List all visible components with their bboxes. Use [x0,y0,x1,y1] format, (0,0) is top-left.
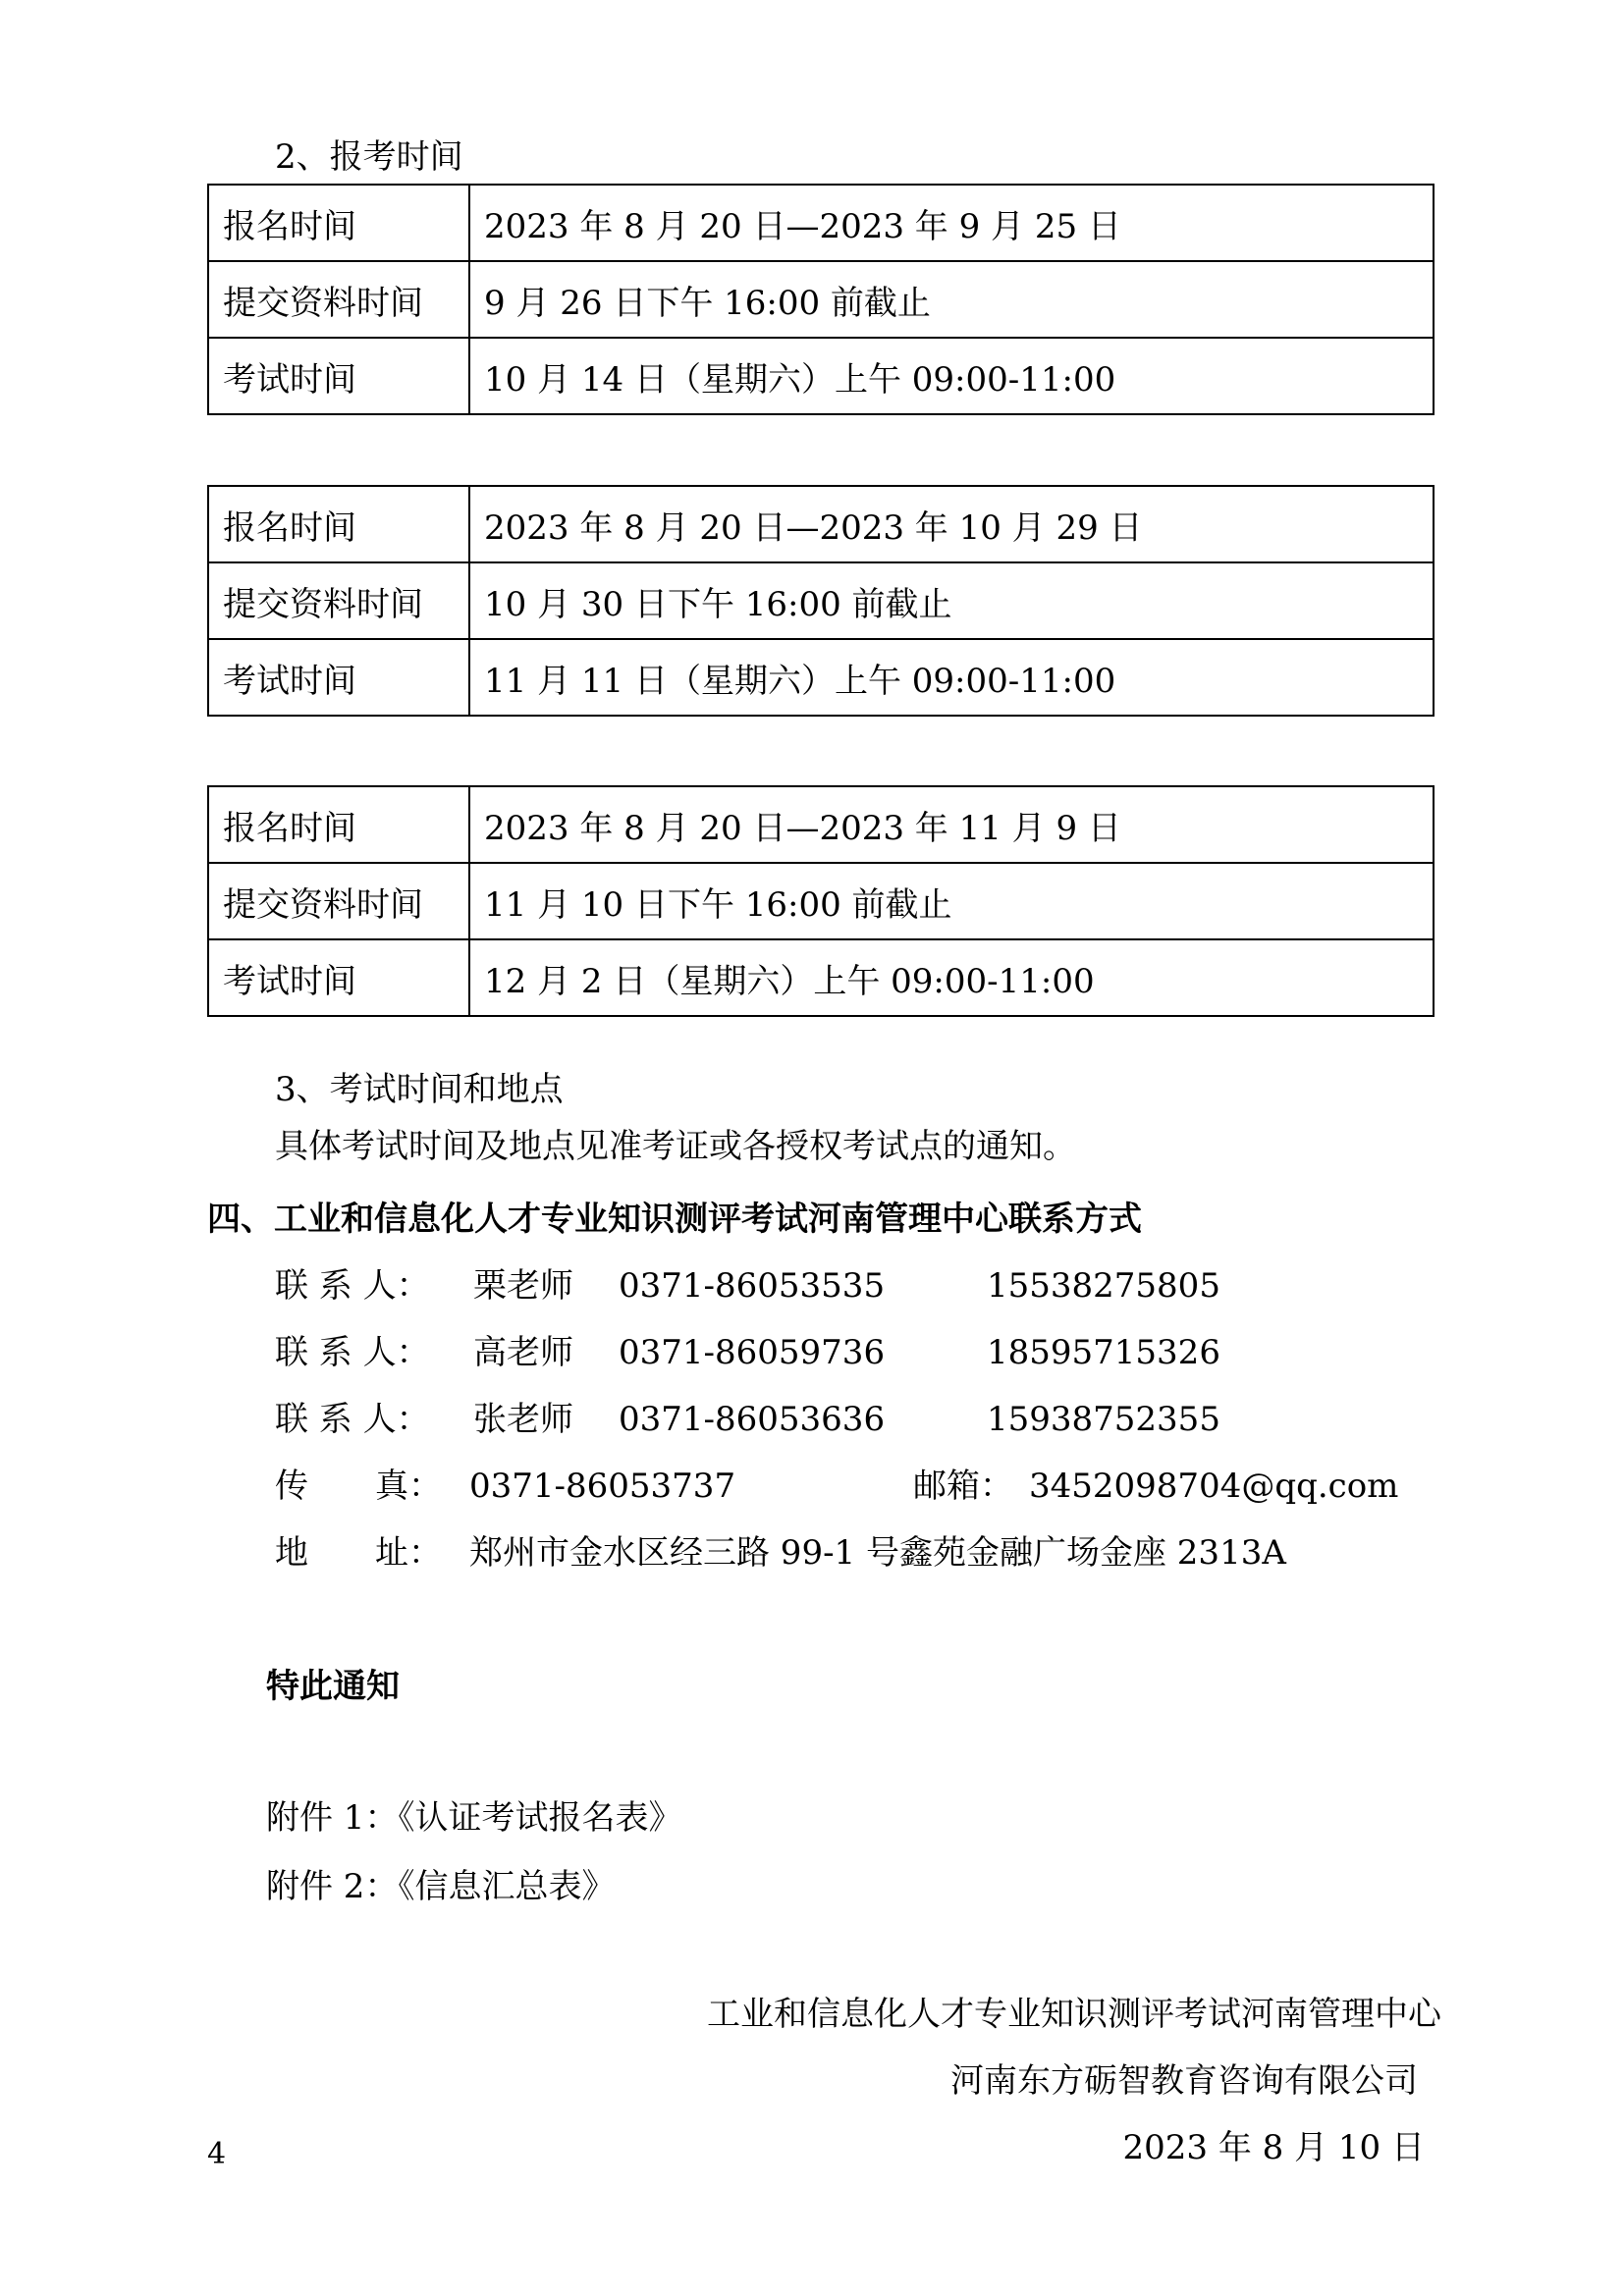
contact-mobile: 15938752355 [987,1400,1220,1439]
table-row [208,786,1434,863]
exam-time-value: 11 月 11 日（星期六）上午 09:00-11:00 [469,639,1434,716]
address-label: 地 址： [275,1533,442,1573]
email-label: 邮箱： [913,1467,1013,1506]
submission-time-value: 9 月 26 日下午 16:00 前截止 [469,261,1434,338]
contact-mobile: 18595715326 [987,1333,1220,1372]
submission-time-label: 提交资料时间 [208,562,469,639]
registration-time-value: 2023 年 8 月 20 日—2023 年 10 月 29 日 [469,486,1434,562]
registration-time-value: 2023 年 8 月 20 日—2023 年 11 月 9 日 [469,786,1434,863]
table-row [208,185,1434,261]
address-value: 郑州市金水区经三路 99-1 号鑫苑金融广场金座 2313A [469,1533,1286,1573]
signature-org-1: 工业和信息化人才专业知识测评考试河南管理中心 [707,1995,1441,2034]
table-row [208,338,1434,414]
schedule-table-2 [207,485,1435,717]
registration-time-label: 报名时间 [208,786,469,863]
table-row [208,261,1434,338]
table-row [208,486,1434,562]
notice-text: 特此通知 [266,1667,400,1706]
contact-name: 高老师 [473,1333,573,1372]
section-3-heading: 3、考试时间和地点 [275,1070,564,1109]
registration-time-label: 报名时间 [208,185,469,261]
attachment-2: 附件 2：《信息汇总表》 [266,1867,616,1906]
schedule-table-1 [207,184,1435,415]
section-2-heading: 2、报考时间 [275,137,463,177]
submission-time-value: 10 月 30 日下午 16:00 前截止 [469,562,1434,639]
contact-label: 联 系 人： [275,1333,430,1372]
contact-name: 栗老师 [473,1266,573,1306]
contact-name: 张老师 [473,1400,573,1439]
submission-time-label: 提交资料时间 [208,863,469,939]
section-3-text: 具体考试时间及地点见准考证或各授权考试点的通知。 [275,1127,1076,1166]
registration-time-value: 2023 年 8 月 20 日—2023 年 9 月 25 日 [469,185,1434,261]
email-value[interactable]: 3452098704@qq.com [1029,1467,1399,1506]
signature-date: 2023 年 8 月 10 日 [1122,2128,1425,2167]
table-row [208,863,1434,939]
exam-time-label: 考试时间 [208,639,469,716]
contact-label: 联 系 人： [275,1266,430,1306]
schedule-table-3 [207,785,1435,1017]
contact-mobile: 15538275805 [987,1266,1220,1306]
section-4-heading: 四、工业和信息化人才专业知识测评考试河南管理中心联系方式 [207,1200,1142,1239]
exam-time-value: 12 月 2 日（星期六）上午 09:00-11:00 [469,939,1434,1016]
table-row [208,639,1434,716]
submission-time-value: 11 月 10 日下午 16:00 前截止 [469,863,1434,939]
fax-label: 传 真： [275,1467,442,1506]
contact-label: 联 系 人： [275,1400,430,1439]
table-row [208,562,1434,639]
fax-value: 0371-86053737 [469,1467,736,1506]
attachment-1: 附件 1：《认证考试报名表》 [266,1798,682,1838]
signature-org-2: 河南东方砺智教育咨询有限公司 [950,2061,1418,2101]
table-row [208,939,1434,1016]
contact-phone: 0371-86053636 [619,1400,886,1439]
submission-time-label: 提交资料时间 [208,261,469,338]
exam-time-label: 考试时间 [208,338,469,414]
contact-phone: 0371-86059736 [619,1333,886,1372]
exam-time-value: 10 月 14 日（星期六）上午 09:00-11:00 [469,338,1434,414]
exam-time-label: 考试时间 [208,939,469,1016]
page-number: 4 [207,2137,227,2171]
contact-phone: 0371-86053535 [619,1266,886,1306]
registration-time-label: 报名时间 [208,486,469,562]
